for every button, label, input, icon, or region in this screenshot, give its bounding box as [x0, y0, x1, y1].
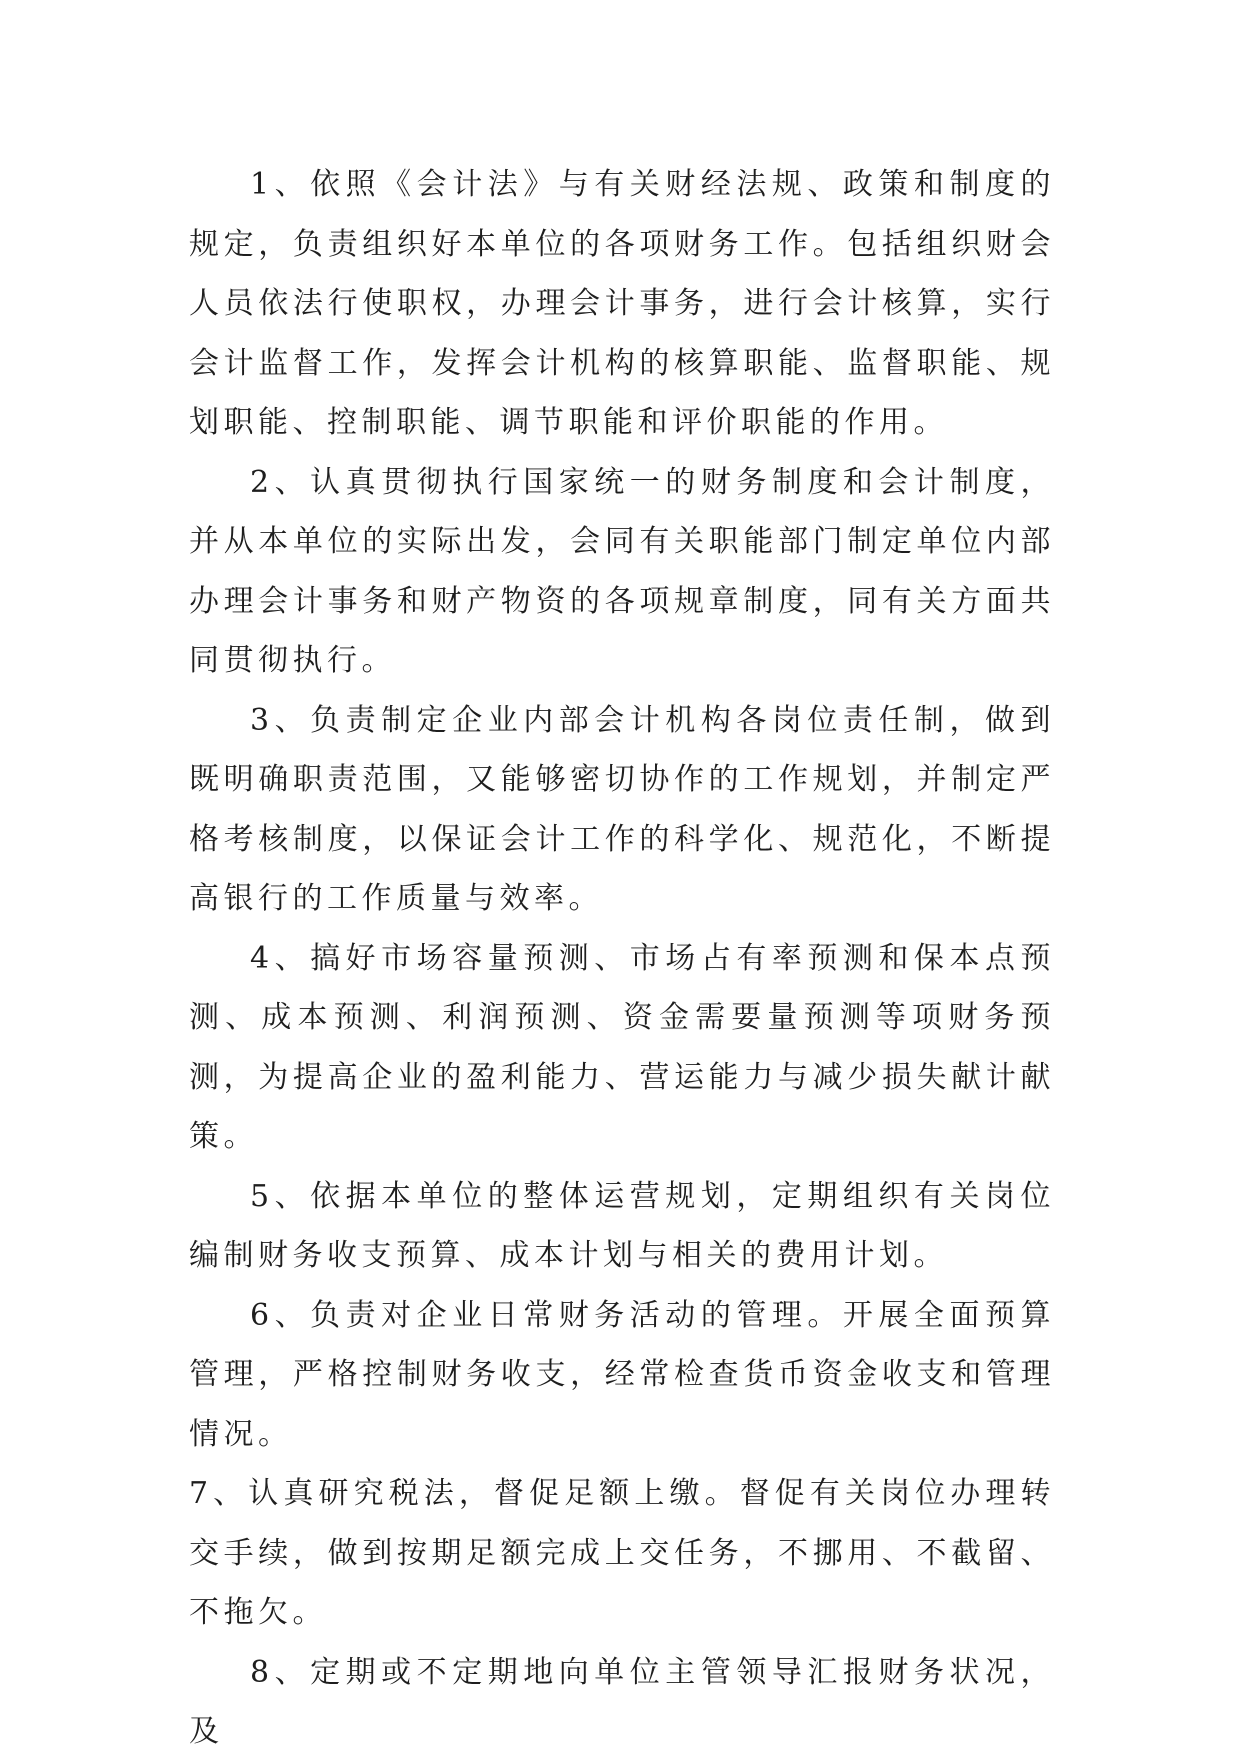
paragraph-6: 6、负责对企业日常财务活动的管理。开展全面预算管理，严格控制财务收支，经常检查货币资金收支和管理情况。	[189, 1297, 1055, 1452]
paragraph-5: 5、依据本单位的整体运营规划，定期组织有关岗位编制财务收支预算、成本计划与相关的费用计划。	[189, 1178, 1055, 1273]
paragraph-7: 7、认真研究税法，督促足额上缴。督促有关岗位办理转交手续，做到按期足额完成上交任务，不挪用、不截留、不拖欠。	[189, 1476, 1055, 1630]
paragraph-2: 2、认真贯彻执行国家统一的财务制度和会计制度，并从本单位的实际出发，会同有关职能部门制定单位内部办理会计事务和财产物资的各项规章制度，同有关方面共同贯彻执行。	[189, 464, 1055, 678]
paragraph-3: 3、负责制定企业内部会计机构各岗位责任制，做到既明确职责范围，又能够密切协作的工作规划，并制定严格考核制度，以保证会计工作的科学化、规范化，不断提高银行的工作质量与效率。	[189, 702, 1055, 916]
paragraph-1: 1、依照《会计法》与有关财经法规、政策和制度的规定，负责组织好本单位的各项财务工作。包括组织财会人员依法行使职权，办理会计事务，进行会计核算，实行会计监督工作，发挥会计机构的核算职能、监督职能、规划职能、控制职能、调节职能和评价职能的作用。	[189, 167, 1055, 440]
paragraph-4: 4、搞好市场容量预测、市场占有率预测和保本点预测、成本预测、利润预测、资金需要量预测等项财务预测，为提高企业的盈利能力、营运能力与减少损失献计献策。	[189, 940, 1055, 1154]
paragraph-8: 8、定期或不定期地向单位主管领导汇报财务状况，及	[189, 1654, 1055, 1749]
document-body	[189, 155, 1055, 1762]
